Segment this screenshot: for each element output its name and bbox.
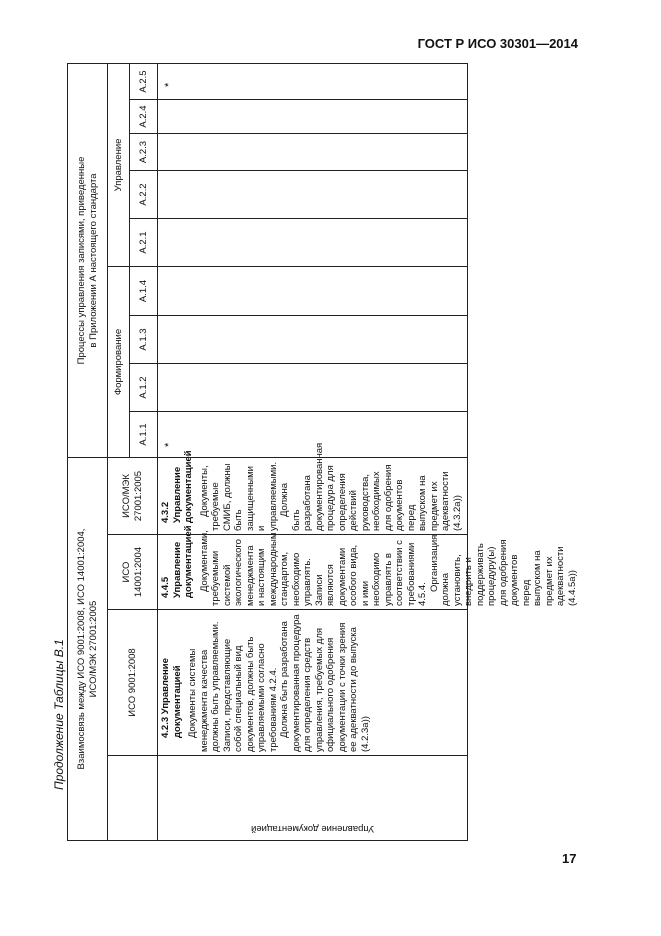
iso9001-content [158, 609, 467, 755]
iso14001-paragraph: Документами, требуемыми системой экологического менеджмента и настоящим международным стандартом, необходимо управлять. Записи являются документами особого вида, и ими необходимо управлять в соответствии с требованиями 4.5.4. [198, 530, 428, 606]
table-frame [67, 63, 578, 841]
iso9001-paragraph: Должна быть разработана документированная процедура для определения средств управления, требуемых для официального одобрения документации с точки зрения ее адекватности до выпуска (4.2.3а)) [279, 614, 371, 752]
iso9001-heading: 4.2.3 Управление документацией [160, 658, 183, 738]
subgroup-formation: Формирование [108, 266, 130, 457]
iso14001-content [158, 525, 578, 609]
mark-cell [158, 64, 467, 99]
header-processes-line1: Процессы управления записями, приведенные [76, 156, 87, 365]
header-relationship-text: Взаимосвязь между ИСО 9001:2008, ИСО 14001:2004, ИСО/МЭК 27001:2005 [76, 528, 99, 770]
col-iso14001: ИСО 14001:2004 [108, 534, 158, 609]
subgroup-control: Управление [108, 64, 130, 266]
code-cell: А.1.2 [130, 363, 158, 411]
iso14001-heading: 4.4.5 Управление документацией [160, 525, 194, 598]
header-processes-line2: в Приложении А настоящего стандарта [87, 173, 99, 348]
section-header-empty [108, 755, 158, 840]
header-relationship [68, 457, 108, 840]
rotated-table [67, 63, 578, 841]
document-header: ГОСТ Р ИСО 30301—2014 [417, 36, 578, 51]
iso14001-paragraph: Организация должна установить, внедрить и поддерживать процедуру(ы) для одобрения документов перед выпуском на предмет их адекватности (4.4.5а)) [428, 534, 578, 606]
page-number: 17 [562, 851, 577, 866]
iso27001-heading: 4.3.2 Управление документацией [160, 450, 194, 523]
code-cell: А.2.5 [130, 64, 158, 99]
mark-cell [158, 170, 467, 218]
section-label-text: Управление документацией [250, 823, 375, 834]
code-cell: А.2.4 [130, 99, 158, 133]
iso27001-paragraph: Должна быть разработана документированная процедура для определения действий руководства, необходимых для одобрения документов перед выпуском на предмет их адекватности (4.3.2а)) [279, 442, 463, 531]
asterisk-mark: * [163, 82, 175, 87]
code-cell: А.2.1 [130, 218, 158, 266]
col-iso9001: ИСО 9001:2008 [108, 609, 158, 755]
mark-cell [158, 133, 467, 170]
code-cell: А.1.3 [130, 315, 158, 363]
iso27001-paragraph: Документы, требуемые СМИБ, должны быть защищенными и управляемыми. [198, 461, 279, 531]
mark-cell [158, 218, 467, 266]
mark-cell [158, 99, 467, 133]
iso27001-content [158, 442, 467, 534]
mark-cell [158, 411, 467, 457]
mark-cell [158, 363, 467, 411]
iso9001-paragraph: Документы системы менеджмента качества должны быть управляемыми. Записи, представляющие собой специальный вид документов, должны быть управляемыми согласно требованиям 4.2.4. [187, 621, 279, 752]
code-cell: А.1.4 [130, 266, 158, 315]
code-cell: А.1.1 [130, 411, 158, 457]
section-label [158, 755, 467, 840]
code-cell: А.2.3 [130, 133, 158, 170]
asterisk-mark: * [163, 442, 175, 447]
table-caption: Продолжение Таблицы В.1 [52, 639, 66, 790]
mark-cell [158, 315, 467, 363]
mark-cell [158, 266, 467, 315]
header-processes [68, 64, 108, 457]
code-cell: А.2.2 [130, 170, 158, 218]
col-iso27001: ИСО/МЭК 27001:2005 [108, 457, 158, 534]
